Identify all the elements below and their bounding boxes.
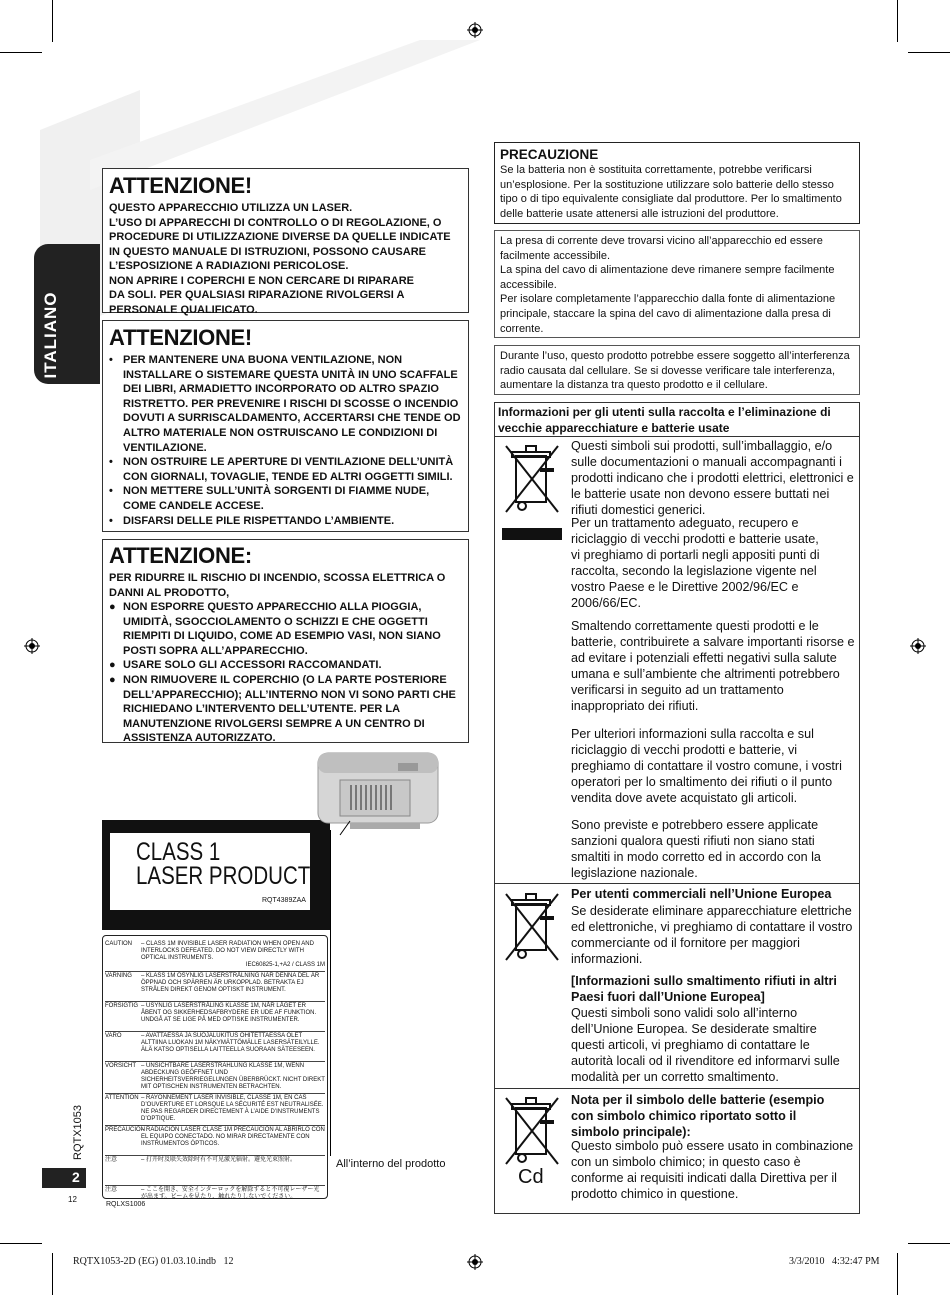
warning-fire-box <box>102 539 469 743</box>
warning-laser-line: IN QUESTO MANUALE DI ISTRUZIONI, POSSONO CAUSARE <box>109 245 426 258</box>
page-number: 2 <box>72 1169 80 1185</box>
warning-list-item <box>109 673 462 746</box>
crossed-bin-icon <box>502 888 564 966</box>
caution-table-key: 注意 <box>105 1157 118 1163</box>
caution-table-key: VARNING <box>105 973 132 979</box>
warning-fire-list <box>109 600 462 746</box>
weee-battery-text: Questo simbolo può essere usato in combinazione con un simbolo chimico; in questo caso è conforme ai requisiti indicati dalla Direttiva per il prodotto chimico in questione. <box>571 1139 854 1202</box>
device-illustration <box>310 745 470 840</box>
warning-ventilation-list <box>109 353 462 528</box>
weee-battery-title: Nota per il simbolo delle batterie (esempio con simbolo chimico riportato sotto il simbolo principale): <box>571 1093 825 1140</box>
registration-mark-icon <box>467 1254 483 1270</box>
language-side-tab-label: ITALIANO <box>41 291 60 379</box>
warning-laser-title: ATTENZIONE! <box>109 173 252 198</box>
warning-fire-intro: PER RIDURRE IL RISCHIO DI INCENDIO, SCOSSA ELETTRICA O DANNI AL PRODOTTO, <box>109 572 446 599</box>
caution-table-key: VORSICHT <box>105 1063 137 1069</box>
caution-table-value-text: – KLASS 1M OSYNLIG LASERSTRÅLNING NÄR DENNA DEL ÄR ÖPPNAD OCH SPÄRREN ÄR URKOPPLAD. BETRAKTA EJ STRÅLEN DIREKT GENOM OPTISKT INSTRUMENT. <box>141 973 320 993</box>
bin-underline-bar <box>502 528 562 540</box>
precauzione-box <box>494 142 860 224</box>
weee-commercial-title: Per utenti commerciali nell’Unione Europea <box>571 887 832 901</box>
presa-box <box>494 230 860 338</box>
device-caption: All’interno del prodotto <box>336 1158 446 1170</box>
cellulare-text: Durante l’uso, questo prodotto potrebbe essere soggetto all’interferenza radio causata dal cellulare. Se si dovesse verificare tale interferenza, aumentare la distanza tra questo prodotto e il cellulare. <box>500 350 850 392</box>
caution-table-value <box>141 1003 325 1029</box>
weee-text-4: Per ulteriori informazioni sulla raccolta e sul riciclaggio di vecchi prodotti e batterie, vi preghiamo di contattare il vostro comune, i vostri operatori per lo smaltimento dei rifiuti o il punto vendita dove avete acquistato gli articoli. <box>571 727 842 806</box>
precauzione-title: PRECAUZIONE <box>500 147 599 162</box>
bullet-icon: ● <box>109 601 116 613</box>
caution-table-key: 注意 <box>105 1187 118 1193</box>
registration-mark-icon <box>24 638 40 654</box>
warning-laser-line: QUESTO APPARECCHIO UTILIZZA UN LASER. <box>109 202 353 214</box>
caution-table-key: CAUTION <box>105 941 132 947</box>
warning-list-item <box>109 353 462 455</box>
caution-table-value-text: – ここを開き、安全インターロックを解除すると不可視レーザー光が出ます。ビームを見たり、触れたりしないでください。 <box>141 1187 320 1200</box>
caution-table-value <box>141 1063 325 1091</box>
caution-table-value-text: – RADIACIÓN LASER CLASE 1M PRECAUCIÓN AL ABRIRLO CON EL EQUIPO CONECTADO. NO MIRAR DIRECTAMENTE CON INSTRUMENTOS ÓPTICOS. <box>141 1127 325 1147</box>
weee-text-3: Smaltendo correttamente questi prodotti e le batterie, contribuirete a salvare importanti risorse e ad evitare i potenziali effetti negativi sulla salute umana e sull’ambiente che altrimenti potrebbero verificarsi in seguito ad un trattamento inappropriato dei rifiuti. <box>571 619 855 714</box>
registration-mark-icon <box>910 638 926 654</box>
caution-table-row <box>105 1156 325 1186</box>
caution-table-value-text: – CLASS 1M INVISIBLE LASER RADIATION WHEN OPEN AND INTERLOCKS DEFEATED. DO NOT VIEW DIRECTLY WITH OPTICAL INSTRUMENTS. <box>141 941 314 961</box>
crop-mark <box>52 1253 53 1295</box>
warning-laser-text <box>109 201 462 317</box>
bullet-icon: • <box>109 514 113 527</box>
bullet-icon: • <box>109 485 113 498</box>
crop-mark <box>908 52 950 53</box>
crop-mark <box>897 1253 898 1295</box>
warning-list-item <box>109 455 462 484</box>
crop-mark <box>0 52 42 53</box>
crop-mark <box>52 0 53 42</box>
caution-table-value-text: – USYNLIG LASERSTRÅLING KLASSE 1M, NÅR LÅGET ER ÅBENT OG SIKKERHEDSAFBRYDERE ER UDE AF FUNKTION. UNDGÅ AT SE LIGE PÅ MED OPTISKE INSTRUMENTER. <box>141 1003 317 1023</box>
registration-mark-icon <box>467 22 483 38</box>
weee-extra-eu-title: [Informazioni sullo smaltimento rifiuti in altri Paesi fuori dall’Unione Europea] <box>571 974 837 1005</box>
caution-table-value-text: – 打开时及联失效除时有不可见激光辐射。避免光束照射。 <box>141 1157 297 1163</box>
warning-laser-box <box>102 168 469 316</box>
warning-list-item <box>109 484 462 513</box>
laser-caution-table <box>105 940 325 1215</box>
warning-list-item <box>109 600 462 658</box>
warning-list-item-text: NON RIMUOVERE IL COPERCHIO (O LA PARTE POSTERIORE DELL’APPARECCHIO); ALL’INTERNO NON VI SONO PARTI CHE RICHIEDANO L’INTERVENTO DELL’UTENTE. PER LA MANUTENZIONE RIVOLGERSI SEMPRE A UN CENTRO DI ASSISTENZA AUTORIZZATO. <box>123 673 456 745</box>
crossed-bin-battery-icon <box>502 1092 564 1170</box>
laser-label-code: RQT4389ZAA <box>262 897 306 904</box>
device-caption-line <box>330 830 331 1156</box>
caution-table-value-text: – UNSICHTBARE LASERSTRAHLUNG KLASSE 1M, WENN ABDECKUNG GEÖFFNET UND SICHERHEITSVERRIEGELUNGEN ÜBERBRÜCKT. NICHT DIREKT MIT OPTISCHEN INSTRUMENTEN BETRACHTEN. <box>141 1063 325 1090</box>
caution-table-value-text: – AVATTAESSA JA SUOJALUKITUS OHITETTAESSA OLET ALTTIINA LUOKAN 1M NÄKYMÄTTÖMÄLLE LASERSÄTEILYLLE. ÄLÄ KATSO OPTISELLA LAITTEELLA SUORAAN SÄTEESEEN. <box>141 1033 320 1053</box>
crop-mark <box>908 1243 950 1244</box>
caution-table-key: VARO <box>105 1033 122 1039</box>
weee-title: Informazioni per gli utenti sulla raccolta e l’eliminazione di vecchie apparecchiature e batterie usate <box>498 405 831 435</box>
caution-table-row <box>105 1126 325 1156</box>
caution-table-row <box>105 940 325 972</box>
warning-laser-line: L’ESPOSIZIONE A RADIAZIONI PERICOLOSE. <box>109 260 349 272</box>
warning-laser-line: NON APRIRE I COPERCHI E NON CERCARE DI RIPARARE <box>109 274 414 287</box>
weee-divider <box>494 883 860 884</box>
caution-table-row <box>105 1062 325 1094</box>
laser-class-line1: CLASS 1 <box>136 838 221 866</box>
weee-commercial-text: Se desiderate eliminare apparecchiature elettriche ed elettroniche, vi preghiamo di contattare il vostro commerciante od il fornitore per maggiori informazioni. <box>571 904 853 967</box>
warning-list-item-text: PER MANTENERE UNA BUONA VENTILAZIONE, NON INSTALLARE O SISTEMARE QUESTA UNITÀ IN UNO SCAFFALE DEI LIBRI, ARMADIETTO INCORPORATO OD ALTRO SPAZIO RISTRETTO. PER PREVENIRE I RISCHI DI SCOSSE O INCENDIO DOVUTI A SURRISCALDAMENTO, ACCERTARSI CHE TENDE OD ALTRO MATERIALE NON OSTRUISCANO LE CONDIZIONI DI VENTILAZIONE. <box>123 354 461 454</box>
precauzione-text: Se la batteria non è sostituita correttamente, potrebbe verificarsi un’esplosione. Per la sostituzione utilizzare solo batterie dello stesso tipo o di tipo equivalente consigliate dal produttore. Per lo smaltimento delle batterie usate attenersi alle istruzioni del produttore. <box>500 164 842 220</box>
crop-mark <box>0 1243 42 1244</box>
caution-table-row <box>105 1094 325 1126</box>
warning-fire-title: ATTENZIONE: <box>109 543 252 568</box>
warning-laser-line: PERSONALE QUALIFICATO. <box>109 303 258 316</box>
warning-list-item-text: NON OSTRUIRE LE APERTURE DI VENTILAZIONE DELL’UNITÀ CON GIORNALI, TOVAGLIE, TENDE ED ALTRI OGGETTI SIMILI. <box>123 456 454 483</box>
caution-table-value <box>141 1095 325 1123</box>
caution-table-key: PRECAUCIÓN <box>105 1127 146 1133</box>
warning-list-item <box>109 514 462 529</box>
warning-ventilation-box <box>102 320 469 532</box>
warning-ventilation-title: ATTENZIONE! <box>109 325 252 350</box>
weee-title-underline <box>494 436 860 437</box>
caution-table-value <box>141 973 325 999</box>
caution-table-key: ATTENTION <box>105 1095 139 1101</box>
bullet-icon: • <box>109 354 113 366</box>
caution-table-standard: IEC60825-1,+A2 / CLASS 1M <box>245 962 325 968</box>
caution-table-value <box>141 941 325 969</box>
cellulare-box <box>494 345 860 395</box>
caution-table-code: RQLXS1006 <box>106 1201 146 1208</box>
weee-text-5: Sono previste e potrebbero essere applicate sanzioni qualora questi rifiuti non siano stati smaltiti in modo corretto ed in accordo con la legislazione nazionale. <box>571 818 821 881</box>
presa-text-1: La presa di corrente deve trovarsi vicino all’apparecchio ed essere facilmente accessibile. <box>500 235 823 262</box>
weee-divider <box>494 1088 860 1089</box>
weee-text-1: Questi simboli sui prodotti, sull’imballaggio, e/o sulle documentazioni o manuali accompagnanti i prodotti indicano che i prodotti elettrici, elettronici e le batterie usate non devono essere buttati nei rifiuti domestici generici. <box>571 439 854 518</box>
crossed-bin-icon <box>502 440 564 518</box>
caution-table-value <box>141 1157 325 1183</box>
bullet-icon: ● <box>109 673 116 686</box>
presa-text-3: Per isolare completamente l’apparecchio dalla fonte di alimentazione principale, staccare la spina del cavo di alimentazione dalla presa di corrente. <box>500 293 836 335</box>
side-document-code: RQTX1053 <box>72 1104 84 1160</box>
caution-table-value <box>141 1033 325 1059</box>
battery-chemical-symbol: Cd <box>518 1166 544 1188</box>
footer-file-info: RQTX1053-2D (EG) 01.03.10.indb 12 <box>73 1256 234 1267</box>
caution-table-row <box>105 972 325 1002</box>
crop-mark <box>897 0 898 42</box>
warning-list-item-text: NON ESPORRE QUESTO APPARECCHIO ALLA PIOGGIA, UMIDITÀ, SGOCCIOLAMENTO O SCHIZZI E CHE OGGETTI RIEMPITI DI LIQUIDO, COME AD ESEMPIO VASI, NON SIANO POSTI SOPRA ALL’APPARECCHIO. <box>123 601 441 657</box>
warning-list-item <box>109 658 462 673</box>
caution-table-key: FORSIGTIG <box>105 1003 138 1009</box>
weee-text-2: Per un trattamento adeguato, recupero e riciclaggio di vecchi prodotti e batterie usate, vi preghiamo di portarli negli appositi punti di raccolta, secondo la legislazione vigente nel vostro Paese e le Direttive 2002/96/EC e 2006/66/EC. <box>571 516 820 611</box>
presa-text-2: La spina del cavo di alimentazione deve rimanere sempre facilmente accessibile. <box>500 264 835 291</box>
warning-laser-line: DA SOLI. PER QUALSIASI RIPARAZIONE RIVOLGERSI A <box>109 289 405 301</box>
caution-table-value <box>141 1127 325 1153</box>
caution-table-row <box>105 1032 325 1062</box>
warning-laser-line: PROCEDURE DI UTILIZZAZIONE DIVERSE DA QUELLE INDICATE <box>109 231 451 243</box>
warning-list-item-text: DISFARSI DELLE PILE RISPETTANDO L’AMBIENTE. <box>123 514 395 527</box>
warning-laser-line: L’USO DI APPARECCHI DI CONTROLLO O DI REGOLAZIONE, O <box>109 216 442 229</box>
page-number-small: 12 <box>68 1195 77 1204</box>
weee-extra-eu-text: Questi simboli sono validi solo all’interno dell’Unione Europea. Se desiderate smaltire questi articoli, vi preghiamo di contattare le autorità locali od il rivenditore ed informarvi sulle modalità per un corretto smaltimento. <box>571 1006 840 1085</box>
caution-table-value <box>141 1187 325 1213</box>
warning-list-item-text: NON METTERE SULL’UNITÀ SORGENTI DI FIAMME NUDE, COME CANDELE ACCESE. <box>123 485 430 512</box>
bullet-icon: ● <box>109 659 116 672</box>
warning-list-item-text: USARE SOLO GLI ACCESSORI RACCOMANDATI. <box>123 659 382 672</box>
laser-class-line2: LASER PRODUCT <box>136 862 311 890</box>
caution-table-row <box>105 1002 325 1032</box>
caution-table-value-text: – RAYONNEMENT LASER INVISIBLE, CLASSE 1M, EN CAS D’OUVERTURE ET LORSQUE LA SÉCURITÉ EST NEUTRALISÉE. NE PAS REGARDER DIRECTEMENT À L’AIDE D’INSTRUMENTS D’OPTIQUE. <box>141 1095 324 1122</box>
footer-datetime: 3/3/2010 4:32:47 PM <box>789 1256 880 1267</box>
bullet-icon: • <box>109 456 113 469</box>
